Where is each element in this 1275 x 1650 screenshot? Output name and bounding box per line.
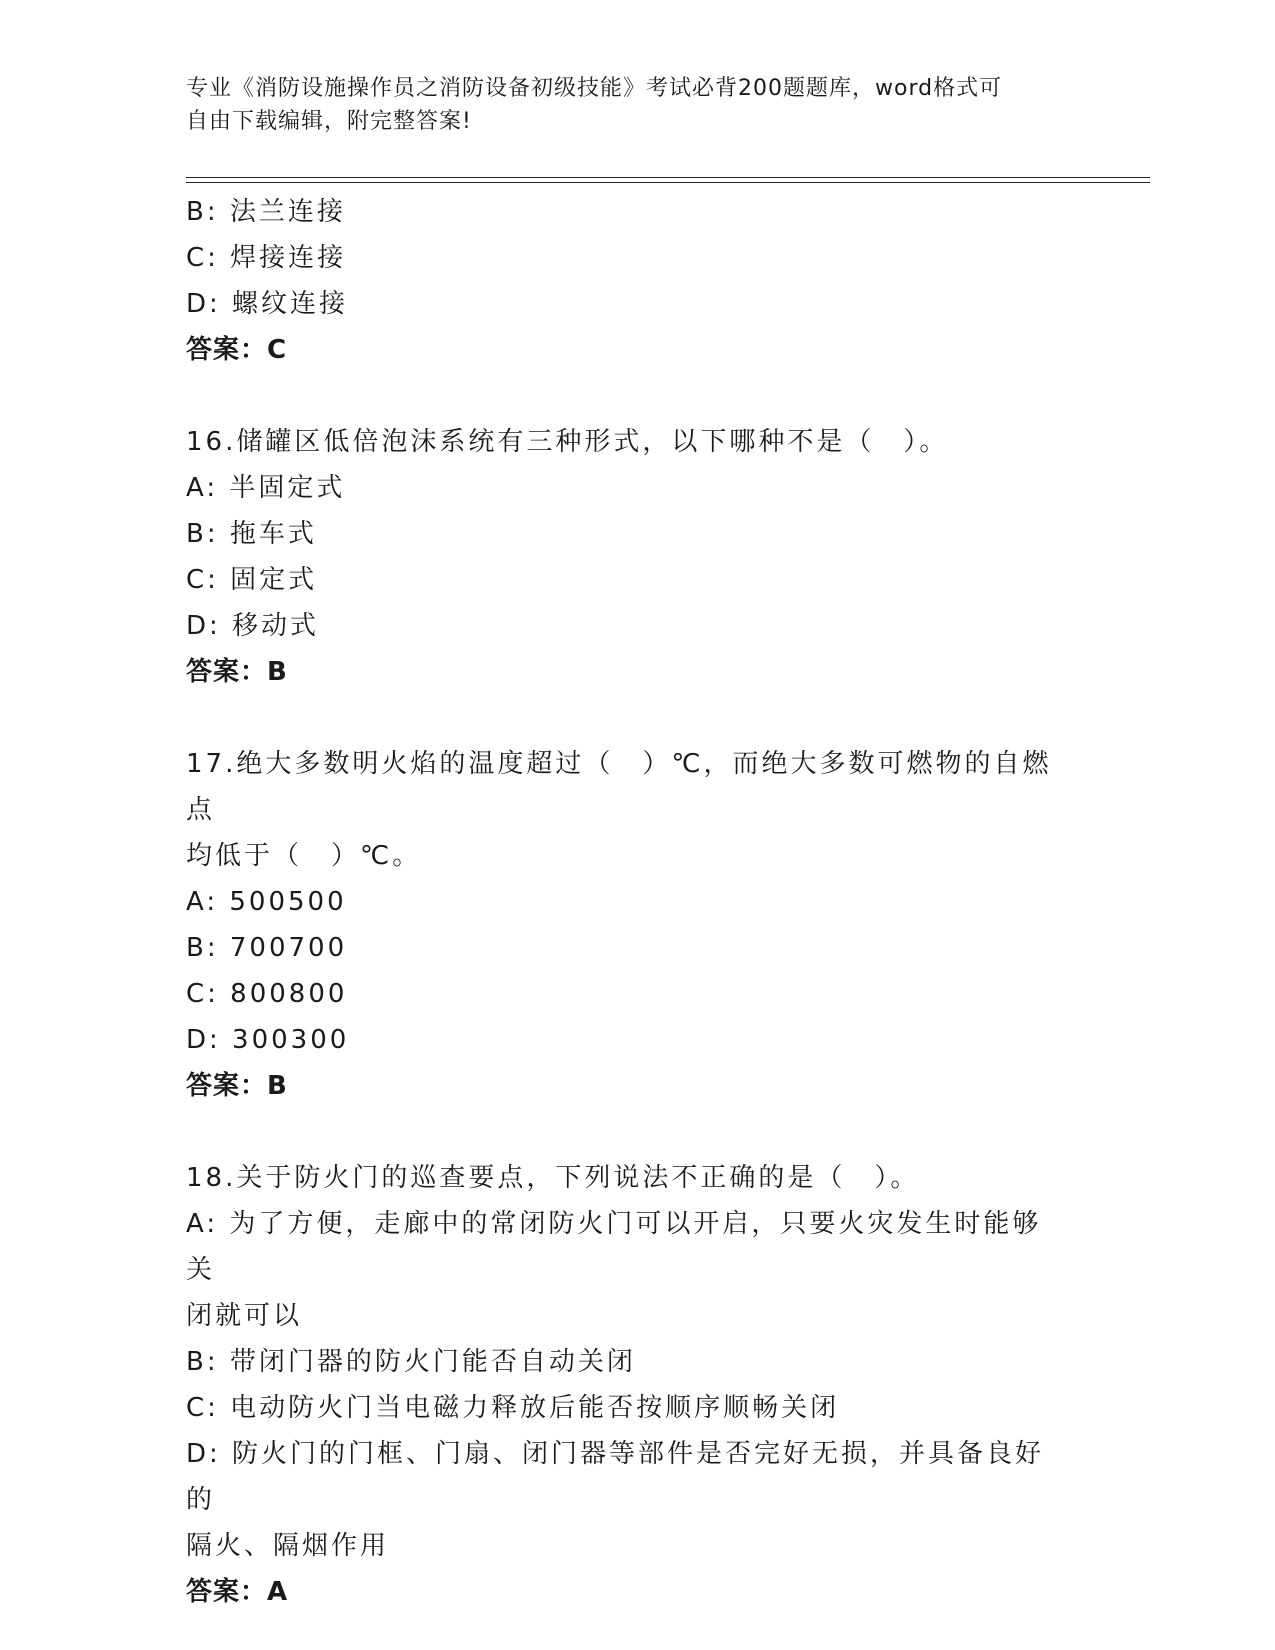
- option-c: C: 焊接连接: [186, 243, 347, 273]
- question-15-remainder: [186, 189, 1066, 373]
- option-c: C: 电动防火门当电磁力释放后能否按顺序顺畅关闭: [186, 1393, 840, 1423]
- question-17: [186, 741, 1066, 1109]
- option-a-line-1: A: 为了方便，走廊中的常闭防火门可以开启，只要火灾发生时能够关: [186, 1209, 1042, 1285]
- question-stem: 18.关于防火门的巡查要点，下列说法不正确的是（ ）。: [186, 1163, 920, 1193]
- document-header: [186, 72, 1066, 138]
- spacer: [186, 1109, 1066, 1155]
- question-list: [186, 189, 1066, 1615]
- answer-line: 答案：B: [186, 657, 288, 687]
- option-d-line-1: D: 防火门的门框、门扇、闭门器等部件是否完好无损，并具备良好的: [186, 1439, 1045, 1515]
- question-stem-line-1: 17.绝大多数明火焰的温度超过（ ）℃，而绝大多数可燃物的自燃点: [186, 749, 1052, 825]
- answer-line: 答案：A: [186, 1577, 289, 1607]
- header-line-1: 专业《消防设施操作员之消防设备初级技能》考试必背200题题库，word格式可: [186, 76, 1003, 101]
- question-stem: 16.储罐区低倍泡沫系统有三种形式，以下哪种不是（ ）。: [186, 427, 949, 457]
- option-b: B: 拖车式: [186, 519, 317, 549]
- option-b: B: 法兰连接: [186, 197, 346, 227]
- option-c: C: 800800: [186, 979, 348, 1009]
- answer-line: 答案：C: [186, 335, 288, 365]
- header-line-2: 自由下载编辑，附完整答案!: [186, 109, 472, 134]
- option-b: B: 700700: [186, 933, 348, 963]
- spacer: [186, 695, 1066, 741]
- option-d: D: 300300: [186, 1025, 350, 1055]
- question-stem-line-2: 均低于（ ）℃。: [186, 841, 422, 871]
- header-divider-top: [186, 177, 1150, 178]
- option-d: D: 移动式: [186, 611, 320, 641]
- option-a-line-2: 闭就可以: [186, 1301, 303, 1331]
- option-a: A: 半固定式: [186, 473, 346, 503]
- answer-line: 答案：B: [186, 1071, 288, 1101]
- question-18: [186, 1155, 1066, 1615]
- option-c: C: 固定式: [186, 565, 318, 595]
- spacer: [186, 373, 1066, 419]
- option-d-line-2: 隔火、隔烟作用: [186, 1531, 390, 1561]
- option-b: B: 带闭门器的防火门能否自动关闭: [186, 1347, 636, 1377]
- question-16: [186, 419, 1066, 695]
- option-a: A: 500500: [186, 887, 347, 917]
- option-d: D: 螺纹连接: [186, 289, 349, 319]
- header-divider-bottom: [186, 182, 1150, 183]
